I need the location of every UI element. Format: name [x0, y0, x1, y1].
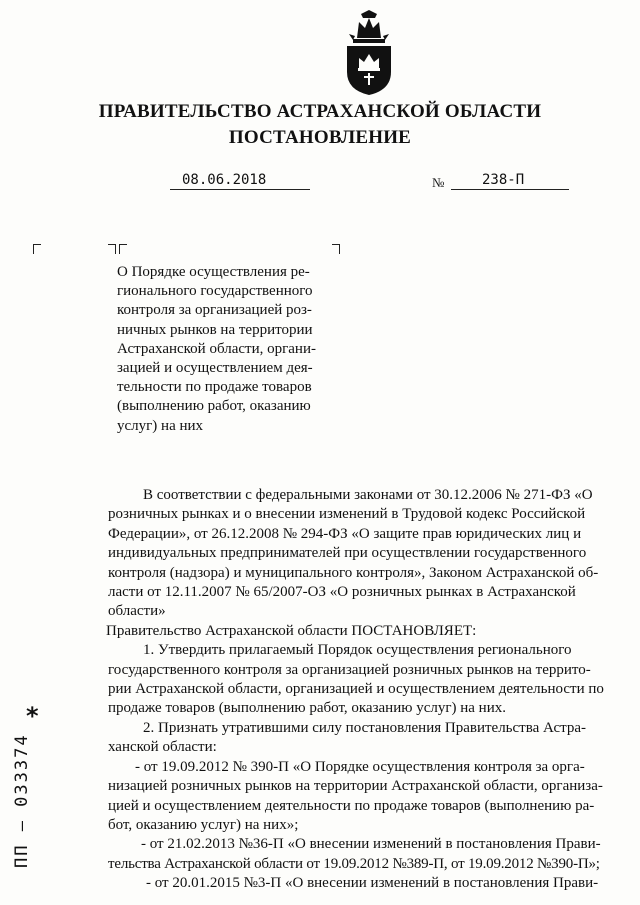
body-line: - от 19.09.2012 № 390-П «О Порядке осуществления контроля за орга- — [135, 758, 585, 775]
body-line: В соответствии с федеральными законами от 30.12.2006 № 271-ФЗ «О — [143, 487, 593, 503]
subject-line: тельности по продаже товаров — [117, 379, 312, 396]
body-line: контроля (надзора) и муниципального контроля», Законом Астраханской об- — [108, 564, 599, 581]
subject-line: контроля за организацией роз- — [117, 302, 312, 319]
body-line: ханской области: — [108, 739, 217, 756]
body-line: государственного контроля за организацией розничных рынков на террито- — [108, 661, 591, 678]
body-line: цией и осуществлением деятельности по продаже товаров (выполнению ра- — [108, 797, 595, 814]
corner-bracket-subject-left — [119, 244, 127, 254]
body-line: - от 20.01.2015 №3-П «О внесении изменений в постановления Прави- — [146, 875, 599, 892]
body-line: 1. Утвердить прилагаемый Порядок осуществления регионального — [143, 642, 572, 659]
body-line: рии Астраханской области, организацией и осуществлением деятельности по — [108, 681, 604, 698]
body-line: Правительство Астраханской области ПОСТАНОВЛЯЕТ: — [106, 622, 477, 639]
astrakhan-coat-of-arms-icon — [339, 10, 399, 96]
serial-number: ПП – 033374 — [12, 733, 32, 868]
corner-bracket-right — [332, 244, 340, 254]
subject-line: ничных рынков на территории — [117, 321, 313, 338]
org-title: ПРАВИТЕЛЬСТВО АСТРАХАНСКОЙ ОБЛАСТИ — [98, 101, 542, 122]
serial-star-mark: * — [26, 702, 39, 730]
doc-type-title: ПОСТАНОВЛЕНИЕ — [228, 127, 412, 148]
corner-bracket-subject-open — [108, 244, 116, 254]
number-sign: № — [432, 175, 445, 190]
body-line: тельства Астраханской области от 19.09.2012 №389-П, от 19.09.2012 №390-П»; — [108, 855, 600, 872]
body-line: бот, оказанию услуг) на них»; — [108, 816, 299, 833]
corner-bracket-left — [33, 244, 41, 254]
body-line: Федерации», от 26.12.2008 № 294-ФЗ «О защите прав юридических лиц и — [108, 525, 582, 542]
body-line: продаже товаров (выполнению работ, оказанию услуг) на них. — [108, 700, 506, 717]
subject-line: (выполнению работ, оказанию — [117, 398, 311, 415]
body-line: - от 21.02.2013 №36-П «О внесении изменений в постановления Прави- — [141, 836, 601, 853]
body-line: ласти от 12.11.2007 № 65/2007-ОЗ «О розничных рынках в Астраханской — [108, 584, 576, 601]
subject-line: зацией и осуществлением дея- — [117, 360, 313, 377]
date-underline — [170, 189, 310, 190]
body-line: розничных рынках и о внесении изменений в Трудовой кодекс Российской — [108, 506, 586, 523]
subject-line: Астраханской области, органи- — [117, 340, 316, 357]
body-line: низацией розничных рынков на территории Астраханской области, организа- — [108, 778, 603, 795]
document-subject — [117, 263, 337, 436]
document-date: 08.06.2018 — [182, 172, 267, 188]
document-body — [108, 486, 612, 894]
document-number: 238-П — [482, 172, 525, 188]
body-line: области» — [108, 603, 166, 620]
subject-line: гионального государственного — [117, 283, 313, 300]
number-underline — [451, 189, 569, 190]
body-line: 2. Признать утратившими силу постановления Правительства Астра- — [143, 719, 587, 736]
subject-line: О Порядке осуществления ре- — [117, 264, 310, 280]
body-line: индивидуальных предпринимателей при осуществлении государственного — [108, 545, 587, 562]
subject-line: услуг) на них — [117, 417, 204, 434]
